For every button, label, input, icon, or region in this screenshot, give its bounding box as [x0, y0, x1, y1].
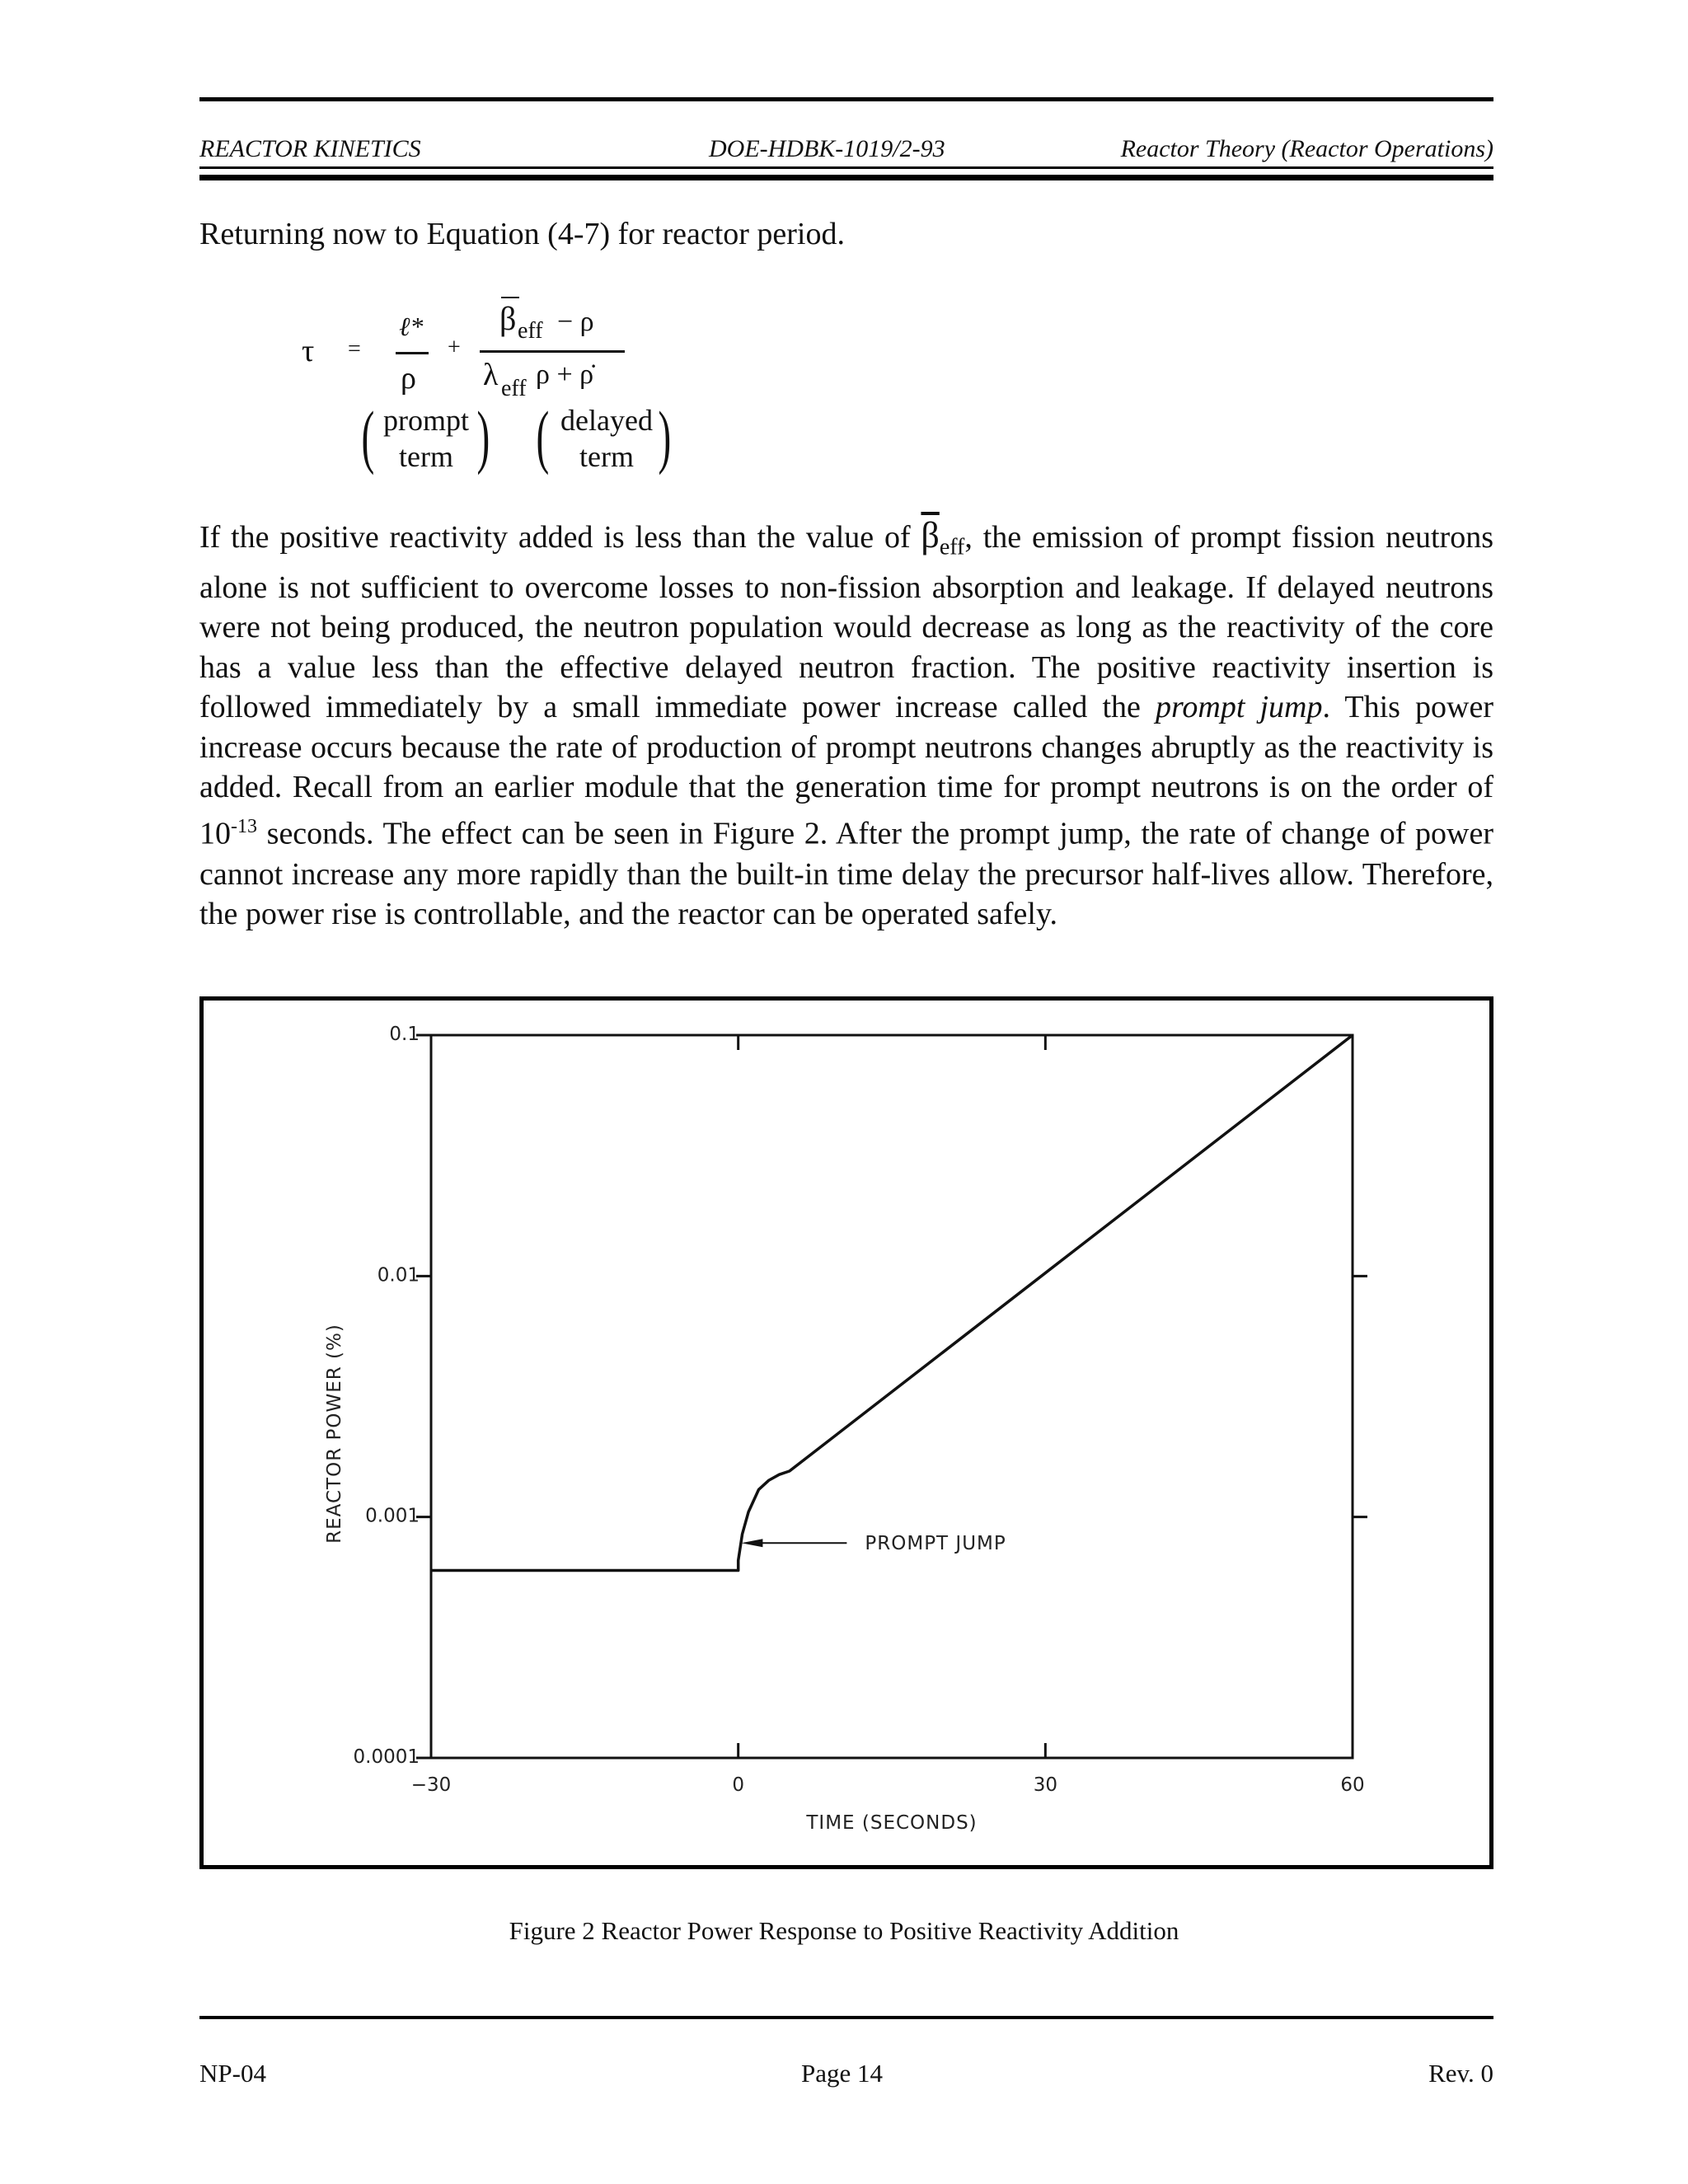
delayed-numerator-rest: − ρ	[557, 307, 594, 337]
footer-right: Rev. 0	[1428, 2059, 1493, 2088]
x-tick-label: 0	[732, 1774, 744, 1796]
y-tick-label: 0.0001	[353, 1746, 420, 1768]
x-tick-label: 30	[1033, 1774, 1057, 1796]
delayed-denominator-rest: ρ + ρ̇	[536, 359, 594, 390]
prompt-fraction-bar	[396, 352, 429, 354]
header-top-rule	[199, 97, 1493, 101]
footer-rule	[199, 2016, 1493, 2019]
plus-sign: +	[448, 335, 461, 360]
footer-center: Page 14	[801, 2059, 884, 2088]
body-paragraph	[199, 516, 1493, 934]
delayed-term-label-line1: delayed	[560, 404, 653, 437]
prompt-term-label-line2: term	[399, 440, 453, 473]
header-bottom-rule-thin	[199, 166, 1493, 169]
delayed-denominator-sub: eff	[501, 376, 527, 401]
prompt-jump-term: prompt jump	[1156, 690, 1323, 725]
prompt-denominator: ρ	[401, 361, 416, 396]
prompt-term-close-paren: )	[476, 396, 490, 476]
exponent: -13	[231, 816, 257, 838]
x-tick-label: −30	[410, 1774, 452, 1796]
beta-eff-inline: $\overline{\beta}$	[921, 515, 940, 555]
body-text-4: seconds. The effect can be seen in Figure 2. After the prompt jump, the rate of change of power cannot increase any more rapidly than the built-in time delay the precursor half-lives allow. Therefore, the power rise is controllable, and the reactor can be operated safely.	[199, 817, 1493, 931]
footer-left: NP-04	[199, 2059, 266, 2088]
header-right: Reactor Theory (Reactor Operations)	[1120, 135, 1493, 162]
x-tick-label: 60	[1340, 1774, 1365, 1796]
y-tick-label: 0.1	[389, 1024, 420, 1045]
y-axis-label: REACTOR POWER (%)	[324, 1324, 345, 1544]
intro-sentence: Returning now to Equation (4-7) for reactor period.	[199, 217, 845, 251]
delayed-term-label-line2: term	[579, 440, 634, 473]
prompt-term-open-paren: (	[361, 396, 375, 476]
annotation-label: PROMPT JUMP	[865, 1533, 1006, 1555]
delayed-denominator-lambda: λ	[483, 358, 499, 392]
delayed-term-close-paren: )	[658, 396, 672, 476]
beta-overbar	[501, 297, 519, 298]
figure-caption: Figure 2 Reactor Power Response to Positive Reactivity Addition	[509, 1916, 1179, 1945]
y-tick-label: 0.001	[365, 1505, 420, 1527]
header-center: DOE-HDBK-1019/2-93	[709, 135, 945, 162]
delayed-numerator-sub: eff	[518, 318, 543, 344]
delayed-term-open-paren: (	[536, 396, 550, 476]
prompt-numerator: ℓ*	[399, 312, 424, 341]
y-tick-label: 0.01	[377, 1264, 420, 1286]
prompt-term-label-line1: prompt	[383, 404, 469, 437]
header-bottom-rule-thick	[199, 175, 1493, 180]
x-axis-label: TIME (SECONDS)	[806, 1812, 978, 1834]
delayed-term-label	[547, 402, 666, 475]
equals-sign: =	[348, 336, 361, 362]
header-left: REACTOR KINETICS	[199, 135, 421, 162]
delayed-numerator-beta: β	[499, 300, 517, 337]
body-text-2: , the emission of prompt fission neutrons alone is not sufficient to overcome losses to non-fission absorption and leakage. If delayed neutrons were not being produced, the neutron population would decrease as long as the reactivity of the core has a value less than the effective delayed neutron fraction. The positive reactivity insertion is followed immediately by a small immediate power increase called the	[199, 520, 1493, 725]
prompt-term-label	[373, 402, 480, 475]
beta-eff-inline-sub: eff	[939, 534, 965, 560]
body-text-1: If the positive reactivity added is less than the value of	[199, 520, 921, 555]
figure-frame	[199, 996, 1493, 1869]
delayed-fraction-bar	[480, 350, 625, 353]
body-text-3: . This power increase occurs because the rate of production of prompt neutrons changes abruptly as the reactivity is added. Recall from an earlier module that the generation time for prompt neutrons is on the order of 10	[199, 690, 1493, 852]
tau-symbol: τ	[302, 334, 315, 368]
